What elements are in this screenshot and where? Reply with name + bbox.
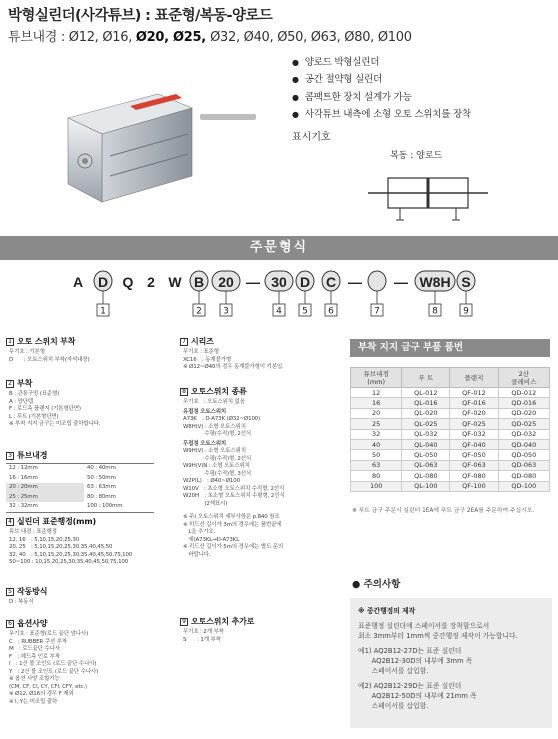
table-cell: 25: [351, 419, 402, 429]
section-line: 수평(수직)형, 2선식: [183, 455, 252, 462]
table-header-cell: 튜브내경 (mm): [351, 368, 402, 388]
section-4: [6, 518, 176, 567]
section-note: ※ 주) 오토스위치 세부사항은 p.840 참조: [183, 514, 280, 520]
pneumatic-symbol-icon: [368, 166, 488, 224]
code-oval: [368, 271, 386, 291]
table-cell: QD-050: [498, 450, 549, 460]
feature-item: ● 양로드 박형실린더: [292, 54, 471, 71]
section-9: [180, 618, 345, 644]
section-3: [6, 452, 171, 513]
bore-size: Ø40,: [243, 30, 278, 45]
section-8: [180, 388, 345, 559]
mount-bracket-table: [350, 367, 550, 492]
bore-size: Ø63,: [310, 30, 345, 45]
table-cell: QL-020: [402, 408, 450, 418]
section-line: ※ 옵션 사양 조합기능: [9, 676, 60, 682]
table-cell: QF-020: [450, 408, 498, 418]
section-line: ※ 부착 지지 금구는 미조립 출하합니다.: [9, 421, 101, 427]
feature-item: ● 공간 절약형 실린더: [292, 71, 471, 88]
section-7: [180, 338, 345, 372]
section-line: ※ Ø12~Ø40의 경우 동계블가형이 기본입.: [183, 364, 284, 370]
table-cell: QL-012: [402, 388, 450, 398]
section-line: D : 오토스위치 부착(자석내장): [9, 356, 90, 363]
section-note: L을 추가요.: [183, 529, 216, 535]
section-title: 작동방식: [17, 587, 48, 597]
feature-item: ● 사각튜브 내측에 소형 오토 스위치를 장착: [292, 106, 471, 123]
table-cell: QD-032: [498, 429, 549, 439]
section-note: 예)A73KL→D-A73KL: [183, 536, 240, 543]
bore-cell: 16 : 16mm: [9, 474, 38, 481]
table-row: [351, 481, 550, 491]
bore-size: Ø25,: [173, 30, 211, 45]
code-number: 5: [302, 306, 308, 317]
bore-cell: 50 : 50mm: [87, 474, 116, 481]
table-cell: QL-040: [402, 439, 450, 449]
table-cell: QF-032: [450, 429, 498, 439]
table-cell: 20: [351, 408, 402, 418]
table-cell: 80: [351, 471, 402, 481]
section-line: W9H(V) : 소형 오토스위치: [183, 448, 246, 454]
section-1: [6, 338, 171, 364]
table-row: [351, 408, 550, 418]
section-line: W10V : 초소형 오토스위치 수직형, 2선식: [183, 485, 285, 492]
bore-size: Ø80,: [344, 30, 378, 45]
section-line: 20, 25 : 5,10,15,20,25,30,35,40,45,50: [9, 544, 113, 550]
order-code-diagram: [0, 268, 558, 320]
section-line: 무기호 : 표준형(로드 끝단 암나사): [9, 631, 89, 637]
bore-cell: 25 : 25mm: [6, 493, 84, 503]
table-cell: QL-100: [402, 481, 450, 491]
bore-size-list: [69, 30, 412, 45]
table-cell: QL-080: [402, 471, 450, 481]
table-cell: QD-012: [498, 388, 549, 398]
section-number: 9: [180, 618, 188, 626]
caution-line: 예1) AQ2B12-27D는 표준 실린더: [358, 647, 462, 655]
section-line: W9H(V)N : 소형 오토스위치: [183, 463, 250, 469]
bore-cell: 12 : 12mm: [9, 465, 38, 471]
bore-size: Ø12,: [68, 30, 103, 45]
section-line: 무기호 : 오토스위치 없음: [183, 399, 245, 405]
section-line: 12, 16 : 5,10,15,20,25,30: [9, 536, 80, 543]
bore-cell: 80 : 80mm: [87, 493, 116, 500]
bore-cell: 40 : 40mm: [87, 465, 116, 471]
page-title: 박형실린더(사각튜브) : 표준형/복동-양로드: [8, 8, 273, 24]
order-format-header: 주문형식: [0, 236, 558, 260]
table-cell: QF-040: [450, 439, 498, 449]
section-title: 오토 스위치 부착: [17, 337, 76, 347]
table-cell: 32: [351, 429, 402, 439]
table-cell: QF-100: [450, 481, 498, 491]
code-letter: W: [168, 274, 182, 290]
table-cell: QF-080: [450, 471, 498, 481]
section-note: ※ 리드선 길이가 3m의 경우에는 품번끝에: [183, 521, 282, 528]
table-cell: QF-025: [450, 419, 498, 429]
section-line: M : 로드끝단 수나사: [9, 646, 60, 652]
code-letter: —: [348, 274, 362, 290]
table-header-cell: 푸 트: [402, 368, 450, 388]
section-line: I : 1산 볼 조인트 (로드 끝단 수나사): [9, 661, 97, 667]
bore-size-line: [8, 26, 412, 45]
bore-table: [6, 463, 154, 513]
section-title: 오토스위치 종류: [191, 387, 247, 397]
section-number: 6: [6, 620, 14, 628]
section-number: 8: [180, 388, 188, 396]
code-letter: —: [394, 274, 408, 290]
section-line: (2색표시): [183, 500, 228, 507]
section-line: ※ Ø12, Ø16의 경우 F 제외: [9, 691, 74, 697]
table-cell: QD-040: [498, 439, 549, 449]
mount-note: ※ 푸트 금구 주문시 실린더 1EA에 푸트 금구 2EA를 주문하여 주십시오.: [352, 508, 535, 514]
section-line: (CM, CF, CI, CY, CFI, CFY, etc.): [9, 683, 87, 690]
table-header-row: [351, 368, 550, 388]
bore-size: Ø32,: [210, 30, 244, 45]
section-line: W8H(V) : 소형 오토스위치: [183, 423, 246, 430]
bore-label: 튜브내경 :: [8, 30, 65, 45]
bore-cell: 100 : 100mm: [87, 503, 123, 509]
mount-bracket-header: 부착 지지 금구 부품 품번: [350, 339, 550, 357]
code-letter: —: [246, 274, 260, 290]
table-cell: QL-063: [402, 460, 450, 470]
section-note: 바랍니다.: [183, 551, 211, 558]
code-number: 4: [276, 306, 282, 317]
section-title: 옵션사양: [17, 619, 48, 629]
table-row: [351, 429, 550, 439]
table-row: [351, 450, 550, 460]
table-row: [351, 398, 550, 408]
code-number: 8: [432, 306, 438, 317]
section-6: [6, 620, 171, 706]
section-line: 무기호 : 표준형: [183, 349, 219, 355]
section-5: [6, 588, 171, 607]
code-letter: 2: [147, 274, 155, 290]
table-cell: QD-016: [498, 398, 549, 408]
table-row: [351, 439, 550, 449]
table-row: [351, 419, 550, 429]
caution-line: AQ2B12-50D의 내부에 21mm 폭: [358, 692, 477, 700]
bore-size: Ø100: [377, 30, 412, 45]
section-line: A : 양단탭: [9, 398, 34, 405]
bore-cell: 63 : 63mm: [87, 484, 116, 490]
code-letter: B: [193, 274, 205, 290]
section-line: F : 로드측 플랜지 (기본형단면): [9, 406, 81, 412]
code-letter: 20: [218, 274, 234, 290]
caution-line: 표준행정 실린더에 스페이서를 장착함으로서: [358, 622, 490, 630]
section-line: C : RUBBER 쿠션 부착: [9, 638, 67, 645]
section-line: 50~100 : 10,15,20,25,30,35,40,45,50,75,100: [9, 559, 129, 565]
section-line: D : 복동식: [9, 599, 34, 605]
table-cell: QF-012: [450, 388, 498, 398]
code-letter: 30: [271, 274, 287, 290]
table-cell: 40: [351, 439, 402, 449]
table-cell: QD-063: [498, 460, 549, 470]
section-line: W20H : 초소형 오토스위치 수평형, 2선식: [183, 493, 285, 499]
section-note: ※ 리드선 길이가 5m의 경우에는 별도 문의: [183, 544, 284, 550]
table-cell: QD-025: [498, 419, 549, 429]
code-letter: D: [299, 274, 311, 290]
code-letter: S: [461, 274, 471, 290]
section-line: 무기호 : 기본형: [9, 349, 45, 355]
table-cell: 50: [351, 450, 402, 460]
bore-size: Ø50,: [277, 30, 311, 45]
section-line: W2P(L) : Ø40~Ø100: [183, 478, 240, 484]
section-title: 부착: [17, 379, 33, 389]
code-number: 2: [196, 306, 202, 317]
table-row: [351, 460, 550, 470]
table-row: [351, 388, 550, 398]
table-cell: 16: [351, 398, 402, 408]
caution-title: ※ 중간행정의 제작: [358, 607, 416, 615]
cylinder-product-image: [60, 76, 270, 206]
section-title: 실린더 표준행정(mm): [17, 517, 97, 527]
section-line: A73K : D-A73K (Ø32~Ø100): [183, 416, 261, 422]
caution-line: 예2) AQ2B12-29D는 표준 실린더: [358, 682, 462, 690]
section-line: 무기호 : 2개 부착: [183, 629, 224, 635]
table-cell: 63: [351, 460, 402, 470]
table-cell: 12: [351, 388, 402, 398]
section-line: ※ I, Y는 미조립 출하: [9, 698, 58, 705]
table-cell: 100: [351, 481, 402, 491]
code-letter: A: [72, 274, 84, 290]
table-cell: QL-050: [402, 450, 450, 460]
section-line: F : 헤드측 인로 부착: [9, 653, 61, 660]
code-letter: Q: [122, 274, 134, 290]
section-number: 2: [6, 380, 14, 388]
bore-size: Ø20,: [135, 30, 173, 45]
table-header-cell: 2산 클레비스: [498, 368, 549, 388]
table-header-cell: 플랜지: [450, 368, 498, 388]
section-line: Y : 2산 볼 조인트 (로드 끝단 수나사): [9, 668, 99, 675]
caution-line: AQ2B12-30D의 내부에 3mm 폭: [358, 657, 473, 665]
section-2: [6, 380, 171, 429]
code-letter: W8H: [419, 274, 451, 290]
section-line: B : 관통구멍 (표준형): [9, 391, 60, 397]
caution-box: [350, 598, 552, 728]
section-line: 32, 40 : 5,10,15,20,25,30,35,40,45,50,75,100: [9, 551, 133, 558]
code-letter: D: [97, 274, 109, 290]
feature-item: ● 콤팩트한 장치 설계가 가능: [292, 89, 471, 106]
table-cell: QL-016: [402, 398, 450, 408]
table-cell: QL-032: [402, 429, 450, 439]
table-cell: QF-050: [450, 450, 498, 460]
section-number: 4: [6, 518, 14, 526]
code-number: 6: [328, 306, 334, 317]
bore-cell: 32 : 32mm: [9, 503, 38, 509]
section-number: 5: [6, 588, 14, 596]
caution-body: [358, 621, 544, 711]
table-cell: QL-025: [402, 419, 450, 429]
code-number: 7: [374, 306, 380, 317]
section-number: 1: [6, 338, 14, 346]
section-number: 3: [6, 452, 14, 460]
section-title: 시리즈: [191, 337, 214, 347]
section-title: 튜브내경: [17, 451, 48, 461]
section-line: 튜브 내경 : 표준행정: [9, 529, 57, 535]
table-cell: QD-100: [498, 481, 549, 491]
section-line: S : 1개 부착: [183, 636, 221, 643]
code-number: 3: [223, 306, 229, 317]
section-line: L : 푸트 (기본형단면): [9, 413, 59, 420]
section-line: XC16 : 동계블가형: [183, 356, 232, 363]
bore-cell: 20 : 20mm: [6, 483, 84, 493]
section-subhead: 유접점 오토스위치: [183, 408, 227, 415]
section-number: 7: [180, 338, 188, 346]
table-cell: QD-020: [498, 408, 549, 418]
table-row: [351, 471, 550, 481]
table-cell: QD-080: [498, 471, 549, 481]
section-line: 수평(수직)형, 2선식: [183, 431, 252, 437]
table-cell: QF-016: [450, 398, 498, 408]
section-subhead: 무접점 오토스위치: [183, 440, 227, 447]
caution-line: 스페이서를 삽입함.: [358, 702, 429, 710]
section-line: 수평(수직)형, 3선식: [183, 470, 252, 477]
caution-heading: ● 주의사항: [352, 579, 401, 590]
caution-heading-text: 주의사항: [363, 579, 401, 590]
code-number: 9: [463, 306, 469, 317]
symbol-title: 표시기호: [292, 132, 331, 143]
caution-line: 스페이서를 삽입함.: [358, 667, 429, 675]
table-cell: QF-063: [450, 460, 498, 470]
symbol-caption: 복동 : 양로드: [390, 151, 443, 161]
section-title: 오토스위치 추가로: [191, 617, 255, 627]
code-letter: C: [325, 274, 337, 290]
feature-list: [292, 54, 471, 123]
bore-size: Ø16,: [102, 30, 136, 45]
caution-line: 최소 3mm부터 1mm씩 중간행정 제작이 가능합니다.: [358, 632, 518, 640]
code-number: 1: [100, 306, 106, 317]
